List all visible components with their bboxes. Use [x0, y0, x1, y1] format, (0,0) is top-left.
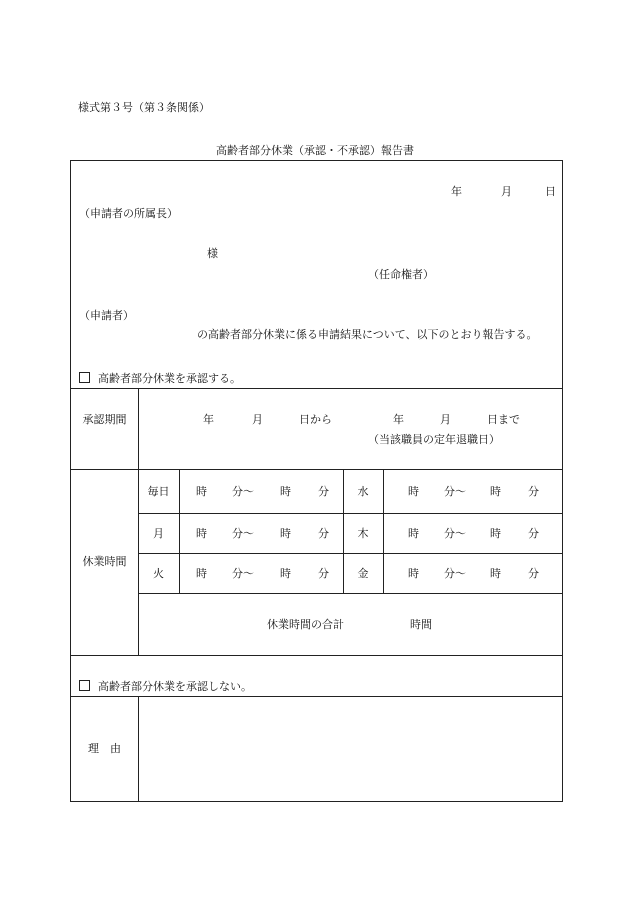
- to-minute-unit: 分: [528, 527, 539, 540]
- approve-checkbox[interactable]: [79, 372, 90, 383]
- leave-hours-label: 休業時間: [82, 555, 127, 568]
- period-to-month: 月: [440, 413, 451, 426]
- disapprove-checkbox-label: 高齢者部分休業を承認しない。: [98, 680, 252, 693]
- time-row-wednesday: [343, 485, 562, 499]
- from-minute-unit: 分〜: [444, 567, 466, 580]
- day-label: 火: [153, 567, 164, 580]
- period-from-day: 日から: [299, 413, 332, 426]
- day-label: 月: [153, 527, 164, 540]
- to-hour-unit: 時: [280, 567, 291, 580]
- from-hour-unit: 時: [196, 567, 207, 580]
- period-from-month: 月: [252, 413, 263, 426]
- to-minute-unit: 分: [318, 527, 329, 540]
- applicant-label: （申請者）: [79, 309, 134, 322]
- from-minute-unit: 分〜: [444, 527, 466, 540]
- time-row-friday: [343, 567, 562, 581]
- disapprove-checkbox[interactable]: [79, 680, 90, 691]
- day-label: 木: [357, 527, 369, 540]
- approval-period-label: 承認期間: [82, 413, 127, 426]
- date-month-label: 月: [501, 185, 512, 198]
- applicant-statement: の高齢者部分休業に係る申請結果について、以下のとおり報告する。: [197, 328, 538, 341]
- from-minute-unit: 分〜: [444, 485, 466, 498]
- from-minute-unit: 分〜: [232, 527, 254, 540]
- from-hour-unit: 時: [196, 527, 207, 540]
- total-hours-unit: 時間: [410, 618, 432, 631]
- to-minute-unit: 分: [318, 485, 329, 498]
- from-hour-unit: 時: [408, 527, 419, 540]
- day-label: 毎日: [147, 485, 170, 498]
- honorific-label: 様: [207, 247, 218, 260]
- total-hours-label: 休業時間の合計: [267, 618, 344, 631]
- from-hour-unit: 時: [196, 485, 207, 498]
- appointer-label: （任命権者）: [368, 268, 434, 281]
- period-to-day: 日まで: [487, 413, 520, 426]
- to-hour-unit: 時: [490, 567, 501, 580]
- from-minute-unit: 分〜: [232, 485, 254, 498]
- date-day-label: 日: [545, 185, 556, 198]
- form-title: 高齢者部分休業（承認・不承認）報告書: [216, 144, 414, 157]
- report-form-frame: [70, 160, 563, 802]
- approve-option[interactable]: [79, 372, 241, 386]
- addressee-label: （申請者の所属長）: [79, 207, 178, 220]
- day-label: 水: [357, 485, 369, 498]
- day-label: 金: [357, 567, 369, 580]
- time-row-thursday: [343, 527, 562, 541]
- reason-field[interactable]: [139, 697, 561, 800]
- to-minute-unit: 分: [318, 567, 329, 580]
- to-hour-unit: 時: [490, 527, 501, 540]
- to-hour-unit: 時: [280, 485, 291, 498]
- to-hour-unit: 時: [490, 485, 501, 498]
- time-row-everyday: [138, 485, 343, 499]
- disapprove-option[interactable]: [79, 680, 252, 694]
- approve-checkbox-label: 高齢者部分休業を承認する。: [98, 372, 241, 385]
- to-minute-unit: 分: [528, 567, 539, 580]
- to-minute-unit: 分: [528, 485, 539, 498]
- time-row-tuesday: [138, 567, 343, 581]
- from-minute-unit: 分〜: [232, 567, 254, 580]
- date-year-label: 年: [451, 185, 462, 198]
- time-row-monday: [138, 527, 343, 541]
- form-number: 様式第３号（第３条関係）: [78, 101, 210, 114]
- period-to-year: 年: [393, 413, 404, 426]
- reason-label: 理 由: [88, 742, 121, 755]
- period-note: （当該職員の定年退職日）: [368, 433, 500, 446]
- period-from-year: 年: [203, 413, 214, 426]
- to-hour-unit: 時: [280, 527, 291, 540]
- from-hour-unit: 時: [408, 485, 419, 498]
- from-hour-unit: 時: [408, 567, 419, 580]
